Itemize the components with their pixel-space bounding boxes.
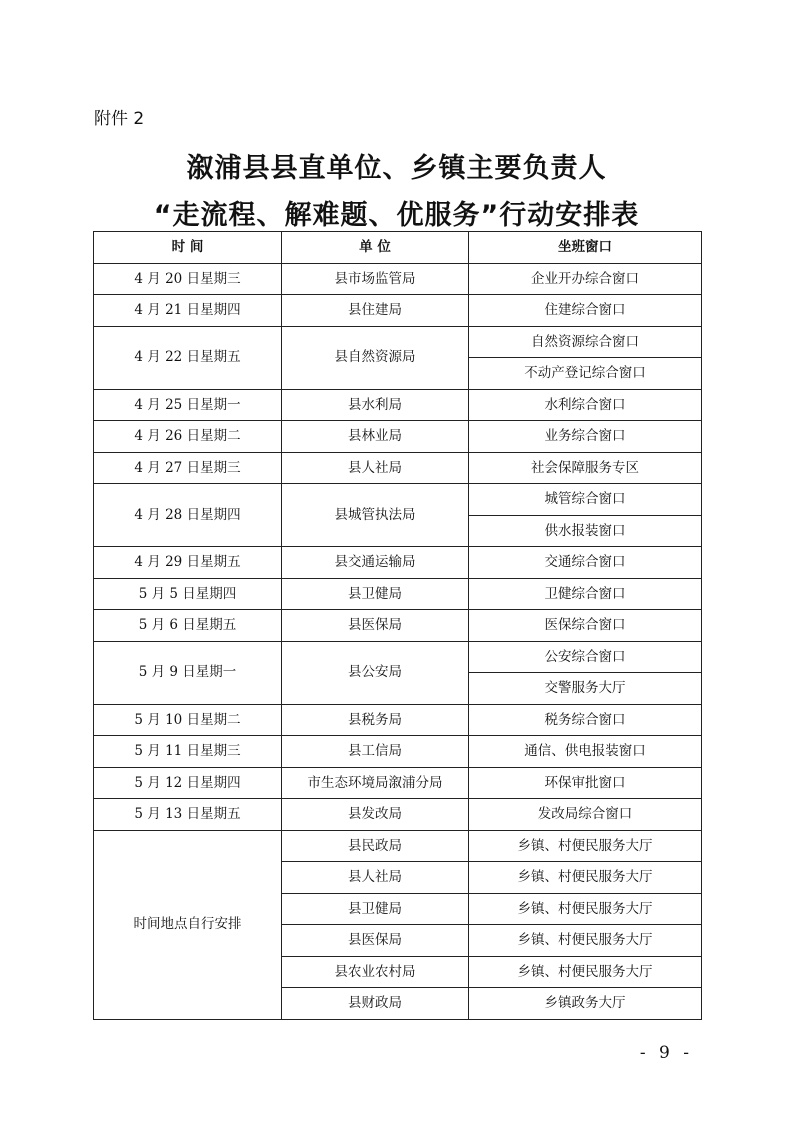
- time-cell: 4 月 25 日星期一: [94, 389, 282, 421]
- window-cell: 业务综合窗口: [469, 421, 702, 453]
- unit-cell: 市生态环境局溆浦分局: [282, 767, 469, 799]
- header-window: 坐班窗口: [469, 232, 702, 264]
- page-number: - 9 -: [639, 1043, 693, 1063]
- time-cell: 5 月 5 日星期四: [94, 578, 282, 610]
- time-cell: 5 月 12 日星期四: [94, 767, 282, 799]
- document-title-line2: “走流程、解难题、优服务”行动安排表: [153, 200, 640, 231]
- unit-cell: 县农业农村局: [282, 956, 469, 988]
- unit-cell: 县住建局: [282, 295, 469, 327]
- unit-cell: 县水利局: [282, 389, 469, 421]
- window-cell: 税务综合窗口: [469, 704, 702, 736]
- time-cell: 4 月 27 日星期三: [94, 452, 282, 484]
- time-cell: 4 月 20 日星期三: [94, 263, 282, 295]
- unit-cell: 县民政局: [282, 830, 469, 862]
- window-cell: 交通综合窗口: [469, 547, 702, 579]
- window-cell: 乡镇、村便民服务大厅: [469, 862, 702, 894]
- unit-cell: 县公安局: [282, 641, 469, 704]
- table-row: [94, 295, 702, 327]
- time-cell: 5 月 13 日星期五: [94, 799, 282, 831]
- time-cell: 4 月 26 日星期二: [94, 421, 282, 453]
- time-cell: 5 月 10 日星期二: [94, 704, 282, 736]
- window-cell: 乡镇政务大厅: [469, 988, 702, 1020]
- window-cell: 城管综合窗口: [469, 484, 702, 516]
- unit-cell: 县医保局: [282, 610, 469, 642]
- table-row: [94, 767, 702, 799]
- table-row: [94, 578, 702, 610]
- table-row: [94, 799, 702, 831]
- time-cell: 4 月 22 日星期五: [94, 326, 282, 389]
- time-cell: 5 月 6 日星期五: [94, 610, 282, 642]
- window-cell: 乡镇、村便民服务大厅: [469, 925, 702, 957]
- unit-cell: 县卫健局: [282, 893, 469, 925]
- unit-cell: 县人社局: [282, 862, 469, 894]
- window-cell: 乡镇、村便民服务大厅: [469, 893, 702, 925]
- schedule-body: [94, 263, 702, 1019]
- window-cell: 发改局综合窗口: [469, 799, 702, 831]
- window-cell: 水利综合窗口: [469, 389, 702, 421]
- header-time: 时 间: [94, 232, 282, 264]
- table-header-row: [94, 232, 702, 264]
- time-cell: 5 月 11 日星期三: [94, 736, 282, 768]
- unit-cell: 县工信局: [282, 736, 469, 768]
- unit-cell: 县发改局: [282, 799, 469, 831]
- table-row: [94, 610, 702, 642]
- time-cell: 4 月 29 日星期五: [94, 547, 282, 579]
- schedule-table: [93, 231, 702, 1020]
- table-row: [94, 830, 702, 862]
- window-cell: 自然资源综合窗口: [469, 326, 702, 358]
- table-row: [94, 641, 702, 673]
- time-cell-self-arranged: 时间地点自行安排: [94, 830, 282, 1019]
- unit-cell: 县自然资源局: [282, 326, 469, 389]
- window-cell: 不动产登记综合窗口: [469, 358, 702, 390]
- table-row: [94, 484, 702, 516]
- window-cell: 企业开办综合窗口: [469, 263, 702, 295]
- window-cell: 住建综合窗口: [469, 295, 702, 327]
- unit-cell: 县交通运输局: [282, 547, 469, 579]
- window-cell: 医保综合窗口: [469, 610, 702, 642]
- header-unit: 单 位: [282, 232, 469, 264]
- window-cell: 环保审批窗口: [469, 767, 702, 799]
- table-row: [94, 421, 702, 453]
- document-title-line1: 溆浦县县直单位、乡镇主要负责人: [186, 153, 607, 184]
- table-row: [94, 547, 702, 579]
- table-row: [94, 704, 702, 736]
- time-cell: 5 月 9 日星期一: [94, 641, 282, 704]
- unit-cell: 县林业局: [282, 421, 469, 453]
- window-cell: 交警服务大厅: [469, 673, 702, 705]
- window-cell: 卫健综合窗口: [469, 578, 702, 610]
- window-cell: 通信、供电报装窗口: [469, 736, 702, 768]
- window-cell: 社会保障服务专区: [469, 452, 702, 484]
- window-cell: 公安综合窗口: [469, 641, 702, 673]
- window-cell: 供水报装窗口: [469, 515, 702, 547]
- unit-cell: 县市场监管局: [282, 263, 469, 295]
- window-cell: 乡镇、村便民服务大厅: [469, 830, 702, 862]
- table-row: [94, 389, 702, 421]
- unit-cell: 县卫健局: [282, 578, 469, 610]
- table-row: [94, 326, 702, 358]
- attachment-label: 附件 2: [94, 109, 145, 129]
- time-cell: 4 月 21 日星期四: [94, 295, 282, 327]
- unit-cell: 县税务局: [282, 704, 469, 736]
- time-cell: 4 月 28 日星期四: [94, 484, 282, 547]
- table-row: [94, 736, 702, 768]
- table-row: [94, 452, 702, 484]
- unit-cell: 县人社局: [282, 452, 469, 484]
- table-row: [94, 263, 702, 295]
- unit-cell: 县医保局: [282, 925, 469, 957]
- unit-cell: 县城管执法局: [282, 484, 469, 547]
- unit-cell: 县财政局: [282, 988, 469, 1020]
- window-cell: 乡镇、村便民服务大厅: [469, 956, 702, 988]
